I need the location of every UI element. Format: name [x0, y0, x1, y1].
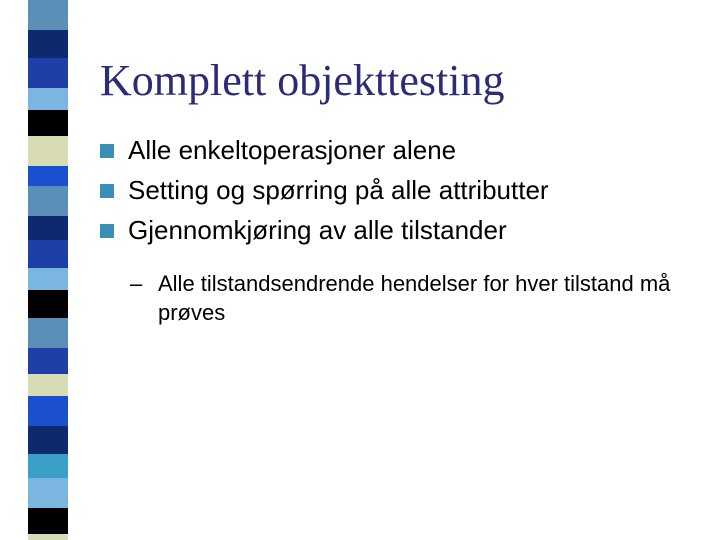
stripe-segment [28, 88, 68, 110]
stripe-segment [28, 216, 68, 240]
slide-title: Komplett objekttesting [100, 56, 505, 105]
stripe-segment [28, 534, 68, 540]
bullet-item [100, 214, 700, 254]
square-bullet-icon [100, 144, 114, 158]
stripe-segment [28, 374, 68, 396]
dash-marker: – [130, 271, 143, 296]
stripe-segment [28, 318, 68, 348]
stripe-segment [28, 478, 68, 508]
decorative-stripe [28, 0, 68, 540]
sub-bullet-text: Alle tilstandsendrende hendelser for hver tilstand må prøves [158, 271, 671, 325]
stripe-segment [28, 0, 68, 30]
stripe-segment [28, 426, 68, 454]
bullet-item [100, 134, 700, 174]
bullet-text: Gjennomkjøring av alle tilstander [128, 215, 507, 245]
bullet-text: Alle enkeltoperasjoner alene [128, 135, 457, 165]
stripe-segment [28, 30, 68, 58]
stripe-segment [28, 166, 68, 186]
stripe-segment [28, 508, 68, 534]
stripe-segment [28, 268, 68, 290]
stripe-segment [28, 348, 68, 374]
stripe-segment [28, 290, 68, 318]
stripe-segment [28, 136, 68, 166]
stripe-segment [28, 58, 68, 88]
stripe-segment [28, 454, 68, 478]
bullet-list [100, 134, 700, 254]
stripe-segment [28, 240, 68, 268]
stripe-segment [28, 186, 68, 216]
square-bullet-icon [100, 184, 114, 198]
square-bullet-icon [100, 224, 114, 238]
stripe-segment [28, 396, 68, 426]
bullet-text: Setting og spørring på alle attributter [128, 175, 549, 205]
bullet-item [100, 174, 700, 214]
stripe-segment [28, 110, 68, 136]
